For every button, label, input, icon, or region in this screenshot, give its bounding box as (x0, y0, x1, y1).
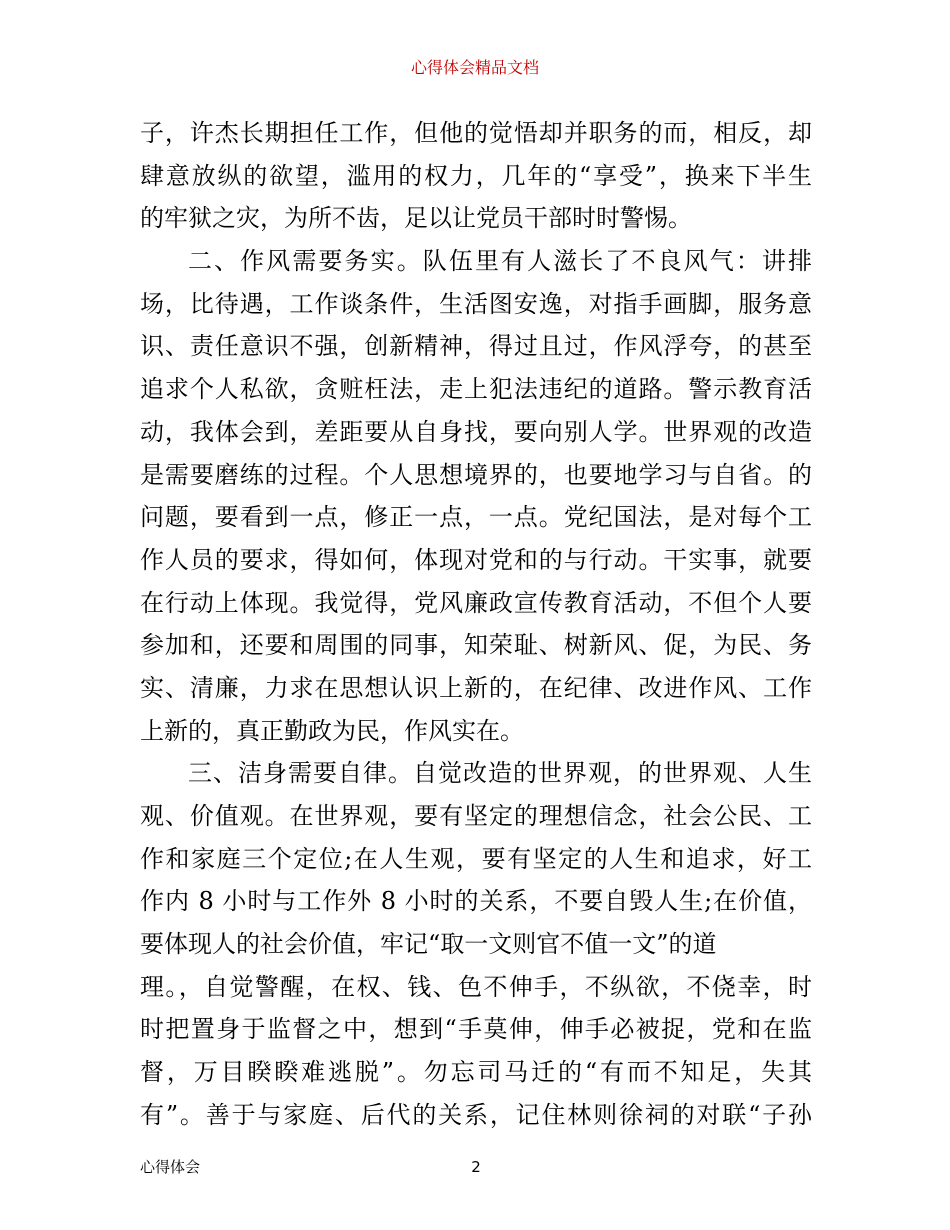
paragraph-start-line: 三、洁身需要自律。自觉改造的世界观，的世界观、人生 (188, 759, 812, 788)
body-line: 识、责任意识不强，创新精神，得过且过，作风浮夸，的甚至 (140, 332, 812, 361)
footer-label: 心得体会 (140, 1158, 201, 1176)
body-line: 是需要磨练的过程。个人思想境界的，也要地学习与自省。的 (140, 460, 812, 489)
body-line: 场，比待遇，工作谈条件，生活图安逸，对指手画脚，服务意 (140, 289, 812, 318)
body-line: 实、清廉，力求在思想认识上新的，在纪律、改进作风、工作 (140, 673, 812, 702)
body-line: 作内 8 小时与工作外 8 小时的关系，不要自毁人生;在价值， (140, 887, 812, 916)
body-line: 动，我体会到，差距要从自身找，要向别人学。世界观的改造 (140, 417, 812, 446)
body-line: 作人员的要求，得如何，体现对党和的与行动。干实事，就要 (140, 545, 812, 574)
body-line: 要体现人的社会价值，牢记“取一文则官不值一文”的道 (140, 930, 717, 959)
page-number: 2 (471, 1158, 481, 1176)
body-line: 肆意放纵的欲望，滥用的权力，几年的“享受”，换来下半生 (140, 161, 812, 190)
body-line: 时把置身于监督之中，想到“手莫伸，伸手必被捉，党和在监 (140, 1015, 812, 1044)
body-line: 观、价值观。在世界观，要有坚定的理想信念，社会公民、工 (140, 802, 812, 830)
body-line: 追求个人私欲，贪赃枉法，走上犯法违纪的道路。警示教育活 (140, 375, 812, 404)
paragraph-start-line: 二、作风需要务实。队伍里有人滋长了不良风气：讲排 (188, 247, 812, 276)
body-line: 作和家庭三个定位;在人生观，要有坚定的人生和追求，好工 (140, 844, 812, 873)
body-line: 参加和，还要和周围的同事，知荣耻、树新风、促，为民、务 (140, 631, 812, 660)
document-body (140, 112, 812, 1137)
document-header-title: 心得体会精品文档 (410, 58, 539, 77)
body-line: 有”。善于与家庭、后代的关系，记住林则徐祠的对联“子孙 (140, 1100, 812, 1129)
body-line: 的牢狱之灾，为所不齿，足以让党员干部时时警惕。 (140, 204, 692, 233)
body-line: 督，万目睽睽难逃脱”。勿忘司马迁的“有而不知足，失其 (140, 1058, 812, 1087)
body-line: 在行动上体现。我觉得，党风廉政宣传教育活动，不但个人要 (140, 588, 812, 617)
body-line: 理。，自觉警醒，在权、钱、色不伸手，不纵欲，不侥幸，时 (140, 972, 812, 1001)
body-line: 问题，要看到一点，修正一点，一点。党纪国法，是对每个工 (140, 503, 812, 532)
body-line: 上新的，真正勤政为民，作风实在。 (140, 716, 524, 745)
body-line: 子，许杰长期担任工作，但他的觉悟却并职务的而，相反，却 (140, 119, 812, 147)
